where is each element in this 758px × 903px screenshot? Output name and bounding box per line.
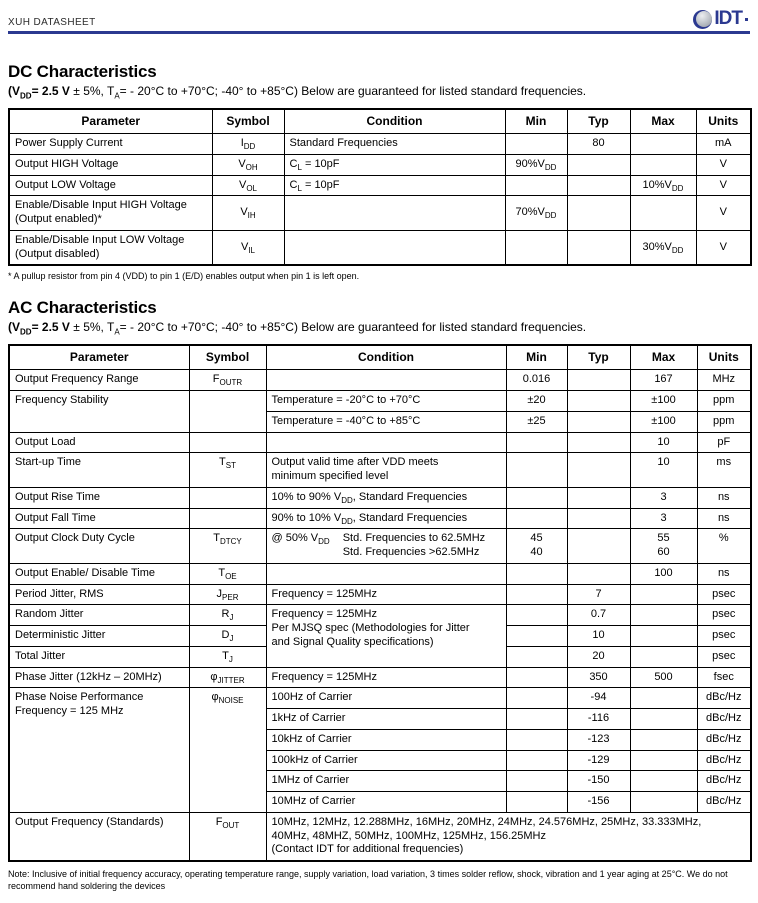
table-cell: $V_{IL}$: [212, 230, 284, 265]
column-header: Condition: [266, 345, 506, 370]
table-cell: [505, 134, 567, 155]
table-cell: [567, 453, 630, 488]
table-cell: 0.7: [567, 605, 630, 626]
table-row: [9, 230, 751, 265]
table-cell: $70\%V_{DD}$: [505, 196, 567, 231]
table-cell: [505, 230, 567, 265]
column-header: Condition: [284, 109, 505, 134]
table-cell: Phase Jitter (12kHz – 20MHz): [9, 667, 189, 688]
table-cell: [266, 370, 506, 391]
dc-characteristics-table: [8, 108, 752, 266]
column-header: Units: [697, 345, 751, 370]
dc-section-subtitle: [8, 84, 750, 101]
table-cell: -94: [567, 688, 630, 709]
table-cell: [630, 709, 697, 730]
table-cell: $R_J$: [189, 605, 266, 626]
ac-section-subtitle: [8, 320, 750, 337]
table-cell: 80: [567, 134, 630, 155]
table-cell: Enable/Disable Input HIGH Voltage (Output enabled)*: [9, 196, 212, 231]
column-header: Min: [505, 109, 567, 134]
column-header: Max: [630, 109, 696, 134]
dc-table-footnote: * A pullup resistor from pin 4 (VDD) to pin 1 (E/D) enables output when pin 1 is left open.: [8, 271, 360, 282]
table-cell: ±20: [506, 391, 567, 412]
table-cell: 10MHz of Carrier: [266, 792, 506, 813]
table-cell: [506, 584, 567, 605]
table-cell: [630, 154, 696, 175]
table-cell: Total Jitter: [9, 646, 189, 667]
table-row: [9, 584, 751, 605]
table-cell: ±25: [506, 411, 567, 432]
table-cell: Output HIGH Voltage: [9, 154, 212, 175]
table-cell: Period Jitter, RMS: [9, 584, 189, 605]
table-cell: [189, 487, 266, 508]
table-cell: $C_L = 10pF$: [284, 154, 505, 175]
table-cell: [506, 646, 567, 667]
table-cell: psec: [697, 605, 751, 626]
header-rule: [8, 31, 750, 34]
table-cell: [630, 750, 697, 771]
table-cell: V: [696, 175, 751, 196]
column-header: Units: [696, 109, 751, 134]
ac-characteristics-section: [8, 298, 750, 862]
table-cell: [506, 792, 567, 813]
table-cell: [630, 771, 697, 792]
table-cell: Output Enable/ Disable Time: [9, 563, 189, 584]
table-cell: [630, 792, 697, 813]
table-cell: psec: [697, 626, 751, 647]
table-cell: $V_{IH}$: [212, 196, 284, 231]
table-row: [9, 812, 751, 861]
table-cell: Enable/Disable Input LOW Voltage (Output disabled): [9, 230, 212, 265]
document-title: XUH DATASHEET: [8, 17, 96, 28]
table-cell: -129: [567, 750, 630, 771]
dc-section-heading: DC Characteristics: [8, 62, 157, 81]
table-cell: $10\%V_{DD}$: [630, 175, 696, 196]
table-cell: [567, 196, 630, 231]
table-cell: dBc/Hz: [697, 709, 751, 730]
table-cell: %: [697, 529, 751, 564]
table-cell: [506, 729, 567, 750]
page-bottom-note: Note: Inclusive of initial frequency accuracy, operating temperature range, supply variation, load variation, 3 times solder reflow, shock, vibration and 1 year aging at 25°C. We do not recommend hand soldering the devices: [8, 869, 728, 892]
table-cell: $F_{OUT}$: [189, 812, 266, 861]
table-cell: 3: [630, 508, 697, 529]
table-cell: 10: [630, 432, 697, 453]
table-cell: [506, 508, 567, 529]
table-cell: psec: [697, 584, 751, 605]
table-row: [9, 453, 751, 488]
table-cell: 10kHz of Carrier: [266, 729, 506, 750]
column-header: Typ: [567, 109, 630, 134]
table-cell: Output Load: [9, 432, 189, 453]
table-cell: Standard Frequencies: [284, 134, 505, 155]
table-row: [9, 175, 751, 196]
table-cell: [506, 709, 567, 730]
table-cell: [506, 605, 567, 626]
table-cell: [506, 487, 567, 508]
table-cell: 10MHz, 12MHz, 12.288MHz, 16MHz, 20MHz, 24MHz, 24.576MHz, 25MHz, 33.333MHz, 40MHz, 48MHZ, 50MHz, 100MHz, 125MHz, 156.25MHz (Contact IDT for additional frequencies): [266, 812, 751, 861]
table-cell: 350: [567, 667, 630, 688]
table-row: [9, 154, 751, 175]
table-cell: $V_{OH}$: [212, 154, 284, 175]
table-cell: $T_J$: [189, 646, 266, 667]
table-cell: 10: [567, 626, 630, 647]
idt-globe-icon: [693, 10, 712, 29]
table-cell: dBc/Hz: [697, 771, 751, 792]
table-cell: [567, 487, 630, 508]
table-cell: dBc/Hz: [697, 729, 751, 750]
table-cell: $\varphi_{NOISE}$: [189, 688, 266, 813]
table-cell: [630, 605, 697, 626]
table-cell: [630, 626, 697, 647]
idt-logo: [693, 8, 750, 30]
table-cell: 100: [630, 563, 697, 584]
table-cell: [630, 584, 697, 605]
table-cell: Temperature = -20°C to +70°C: [266, 391, 506, 412]
table-cell: Frequency = 125MHz: [266, 584, 506, 605]
table-cell: dBc/Hz: [697, 750, 751, 771]
table-cell: $F_{OUTR}$: [189, 370, 266, 391]
table-cell: 100kHz of Carrier: [266, 750, 506, 771]
table-cell: ±100: [630, 411, 697, 432]
table-cell: [630, 646, 697, 667]
table-cell: [506, 453, 567, 488]
table-cell: 55 60: [630, 529, 697, 564]
table-cell: $D_J$: [189, 626, 266, 647]
table-cell: [506, 688, 567, 709]
dc-subtitle-text: ± 5%, $T_A= - 20^\circ C$ to +70°C; -40° to +85°C) Below are guaranteed for listed standard frequencies.: [69, 84, 587, 101]
idt-logo-text: IDT: [714, 7, 742, 30]
table-cell: ppm: [697, 391, 751, 412]
table-cell: 45 40: [506, 529, 567, 564]
table-cell: 0.016: [506, 370, 567, 391]
table-cell: [567, 230, 630, 265]
table-cell: -156: [567, 792, 630, 813]
table-cell: V: [696, 196, 751, 231]
table-cell: psec: [697, 646, 751, 667]
table-cell: $T_{ST}$: [189, 453, 266, 488]
table-cell: MHz: [697, 370, 751, 391]
table-cell: -123: [567, 729, 630, 750]
column-header: Symbol: [212, 109, 284, 134]
table-cell: ns: [697, 508, 751, 529]
table-cell: [506, 432, 567, 453]
table-cell: 10% to 90% $V_{DD}$, Standard Frequencies: [266, 487, 506, 508]
table-row: [9, 529, 751, 564]
table-cell: ±100: [630, 391, 697, 412]
table-cell: [505, 175, 567, 196]
table-cell: [567, 508, 630, 529]
table-cell: Phase Noise Performance Frequency = 125 MHz: [9, 688, 189, 813]
table-cell: fsec: [697, 667, 751, 688]
table-cell: $V_{OL}$: [212, 175, 284, 196]
table-cell: 500: [630, 667, 697, 688]
table-row: [9, 432, 751, 453]
table-row: [9, 391, 751, 412]
table-cell: -150: [567, 771, 630, 792]
table-cell: 100Hz of Carrier: [266, 688, 506, 709]
table-row: [9, 563, 751, 584]
table-cell: [630, 688, 697, 709]
table-cell: Power Supply Current: [9, 134, 212, 155]
table-cell: Output LOW Voltage: [9, 175, 212, 196]
table-cell: 3: [630, 487, 697, 508]
table-cell: Output valid time after VDD meets minimum specified level: [266, 453, 506, 488]
column-header: Symbol: [189, 345, 266, 370]
table-cell: 90% to 10% $V_{DD}$, Standard Frequencies: [266, 508, 506, 529]
table-cell: [284, 230, 505, 265]
table-row: [9, 605, 751, 626]
table-cell: 20: [567, 646, 630, 667]
table-cell: 1MHz of Carrier: [266, 771, 506, 792]
column-header: Parameter: [9, 109, 212, 134]
table-cell: [506, 750, 567, 771]
table-cell: [266, 432, 506, 453]
table-cell: [506, 667, 567, 688]
table-cell: V: [696, 230, 751, 265]
table-header-row: [9, 109, 751, 134]
table-row: [9, 487, 751, 508]
table-cell: [630, 196, 696, 231]
table-cell: [567, 391, 630, 412]
table-cell: $90\%V_{DD}$: [505, 154, 567, 175]
table-row: [9, 508, 751, 529]
table-cell: V: [696, 154, 751, 175]
table-cell: $I_{DD}$: [212, 134, 284, 155]
ac-section-heading: AC Characteristics: [8, 298, 157, 318]
ac-subtitle-conditions: ($V_{DD}= 2.5$ V: [8, 320, 70, 337]
table-cell: Output Clock Duty Cycle: [9, 529, 189, 564]
table-row: [9, 196, 751, 231]
table-cell: 10: [630, 453, 697, 488]
table-cell: ns: [697, 563, 751, 584]
table-cell: Frequency = 125MHz Per MJSQ spec (Methodologies for Jitter and Signal Quality specifications): [266, 605, 506, 667]
table-cell: ppm: [697, 411, 751, 432]
table-row: [9, 134, 751, 155]
table-cell: [506, 626, 567, 647]
table-cell: pF: [697, 432, 751, 453]
table-cell: [266, 529, 506, 564]
table-cell: 167: [630, 370, 697, 391]
table-cell: Temperature = -40°C to +85°C: [266, 411, 506, 432]
table-cell: [567, 529, 630, 564]
table-cell: 1kHz of Carrier: [266, 709, 506, 730]
table-cell: [567, 154, 630, 175]
table-cell: mA: [696, 134, 751, 155]
table-cell: [266, 563, 506, 584]
table-cell: 7: [567, 584, 630, 605]
table-cell: [189, 432, 266, 453]
ac-characteristics-table: [8, 344, 752, 862]
table-cell: [567, 175, 630, 196]
table-cell: [567, 411, 630, 432]
table-row: [9, 370, 751, 391]
ac-subtitle-text: ± 5%, $T_A= - 20^\circ C$ to +70°C; -40° to +85°C) Below are guaranteed for listed standard frequencies.: [69, 320, 587, 337]
table-cell: [567, 563, 630, 584]
table-cell: [630, 729, 697, 750]
table-cell: Output Fall Time: [9, 508, 189, 529]
table-cell: $30\%V_{DD}$: [630, 230, 696, 265]
table-cell: ms: [697, 453, 751, 488]
table-cell: Output Frequency (Standards): [9, 812, 189, 861]
table-row: [9, 688, 751, 709]
table-cell: dBc/Hz: [697, 688, 751, 709]
table-cell: Output Rise Time: [9, 487, 189, 508]
table-cell: $T_{DTCY}$: [189, 529, 266, 564]
table-cell: $J_{PER}$: [189, 584, 266, 605]
table-row: [9, 667, 751, 688]
table-cell: Frequency Stability: [9, 391, 189, 433]
dc-subtitle-conditions: ($V_{DD}= 2.5$ V: [8, 84, 70, 101]
table-cell: [506, 563, 567, 584]
table-cell: Output Frequency Range: [9, 370, 189, 391]
table-cell: Random Jitter: [9, 605, 189, 626]
table-cell: [567, 432, 630, 453]
table-cell: -116: [567, 709, 630, 730]
table-cell: $C_L = 10pF$: [284, 175, 505, 196]
duty-cycle-condition: @ 50% $V_{DD}$ Std. Frequencies to 62.5MHz Std. Frequencies >62.5MHz: [271, 532, 486, 558]
table-cell: ns: [697, 487, 751, 508]
logo-dot: [745, 18, 748, 21]
column-header: Parameter: [9, 345, 189, 370]
table-cell: Start-up Time: [9, 453, 189, 488]
table-cell: [567, 370, 630, 391]
column-header: Min: [506, 345, 567, 370]
table-cell: Frequency = 125MHz: [266, 667, 506, 688]
table-cell: Deterministic Jitter: [9, 626, 189, 647]
dc-characteristics-section: [8, 62, 750, 281]
column-header: Max: [630, 345, 697, 370]
table-cell: dBc/Hz: [697, 792, 751, 813]
table-cell: [284, 196, 505, 231]
page-header: [8, 6, 750, 30]
table-cell: $T_{OE}$: [189, 563, 266, 584]
table-cell: $\varphi_{JITTER}$: [189, 667, 266, 688]
column-header: Typ: [567, 345, 630, 370]
globe-sphere: [696, 11, 712, 27]
table-cell: [189, 391, 266, 433]
table-cell: [189, 508, 266, 529]
table-cell: [630, 134, 696, 155]
table-header-row: [9, 345, 751, 370]
table-cell: [506, 771, 567, 792]
